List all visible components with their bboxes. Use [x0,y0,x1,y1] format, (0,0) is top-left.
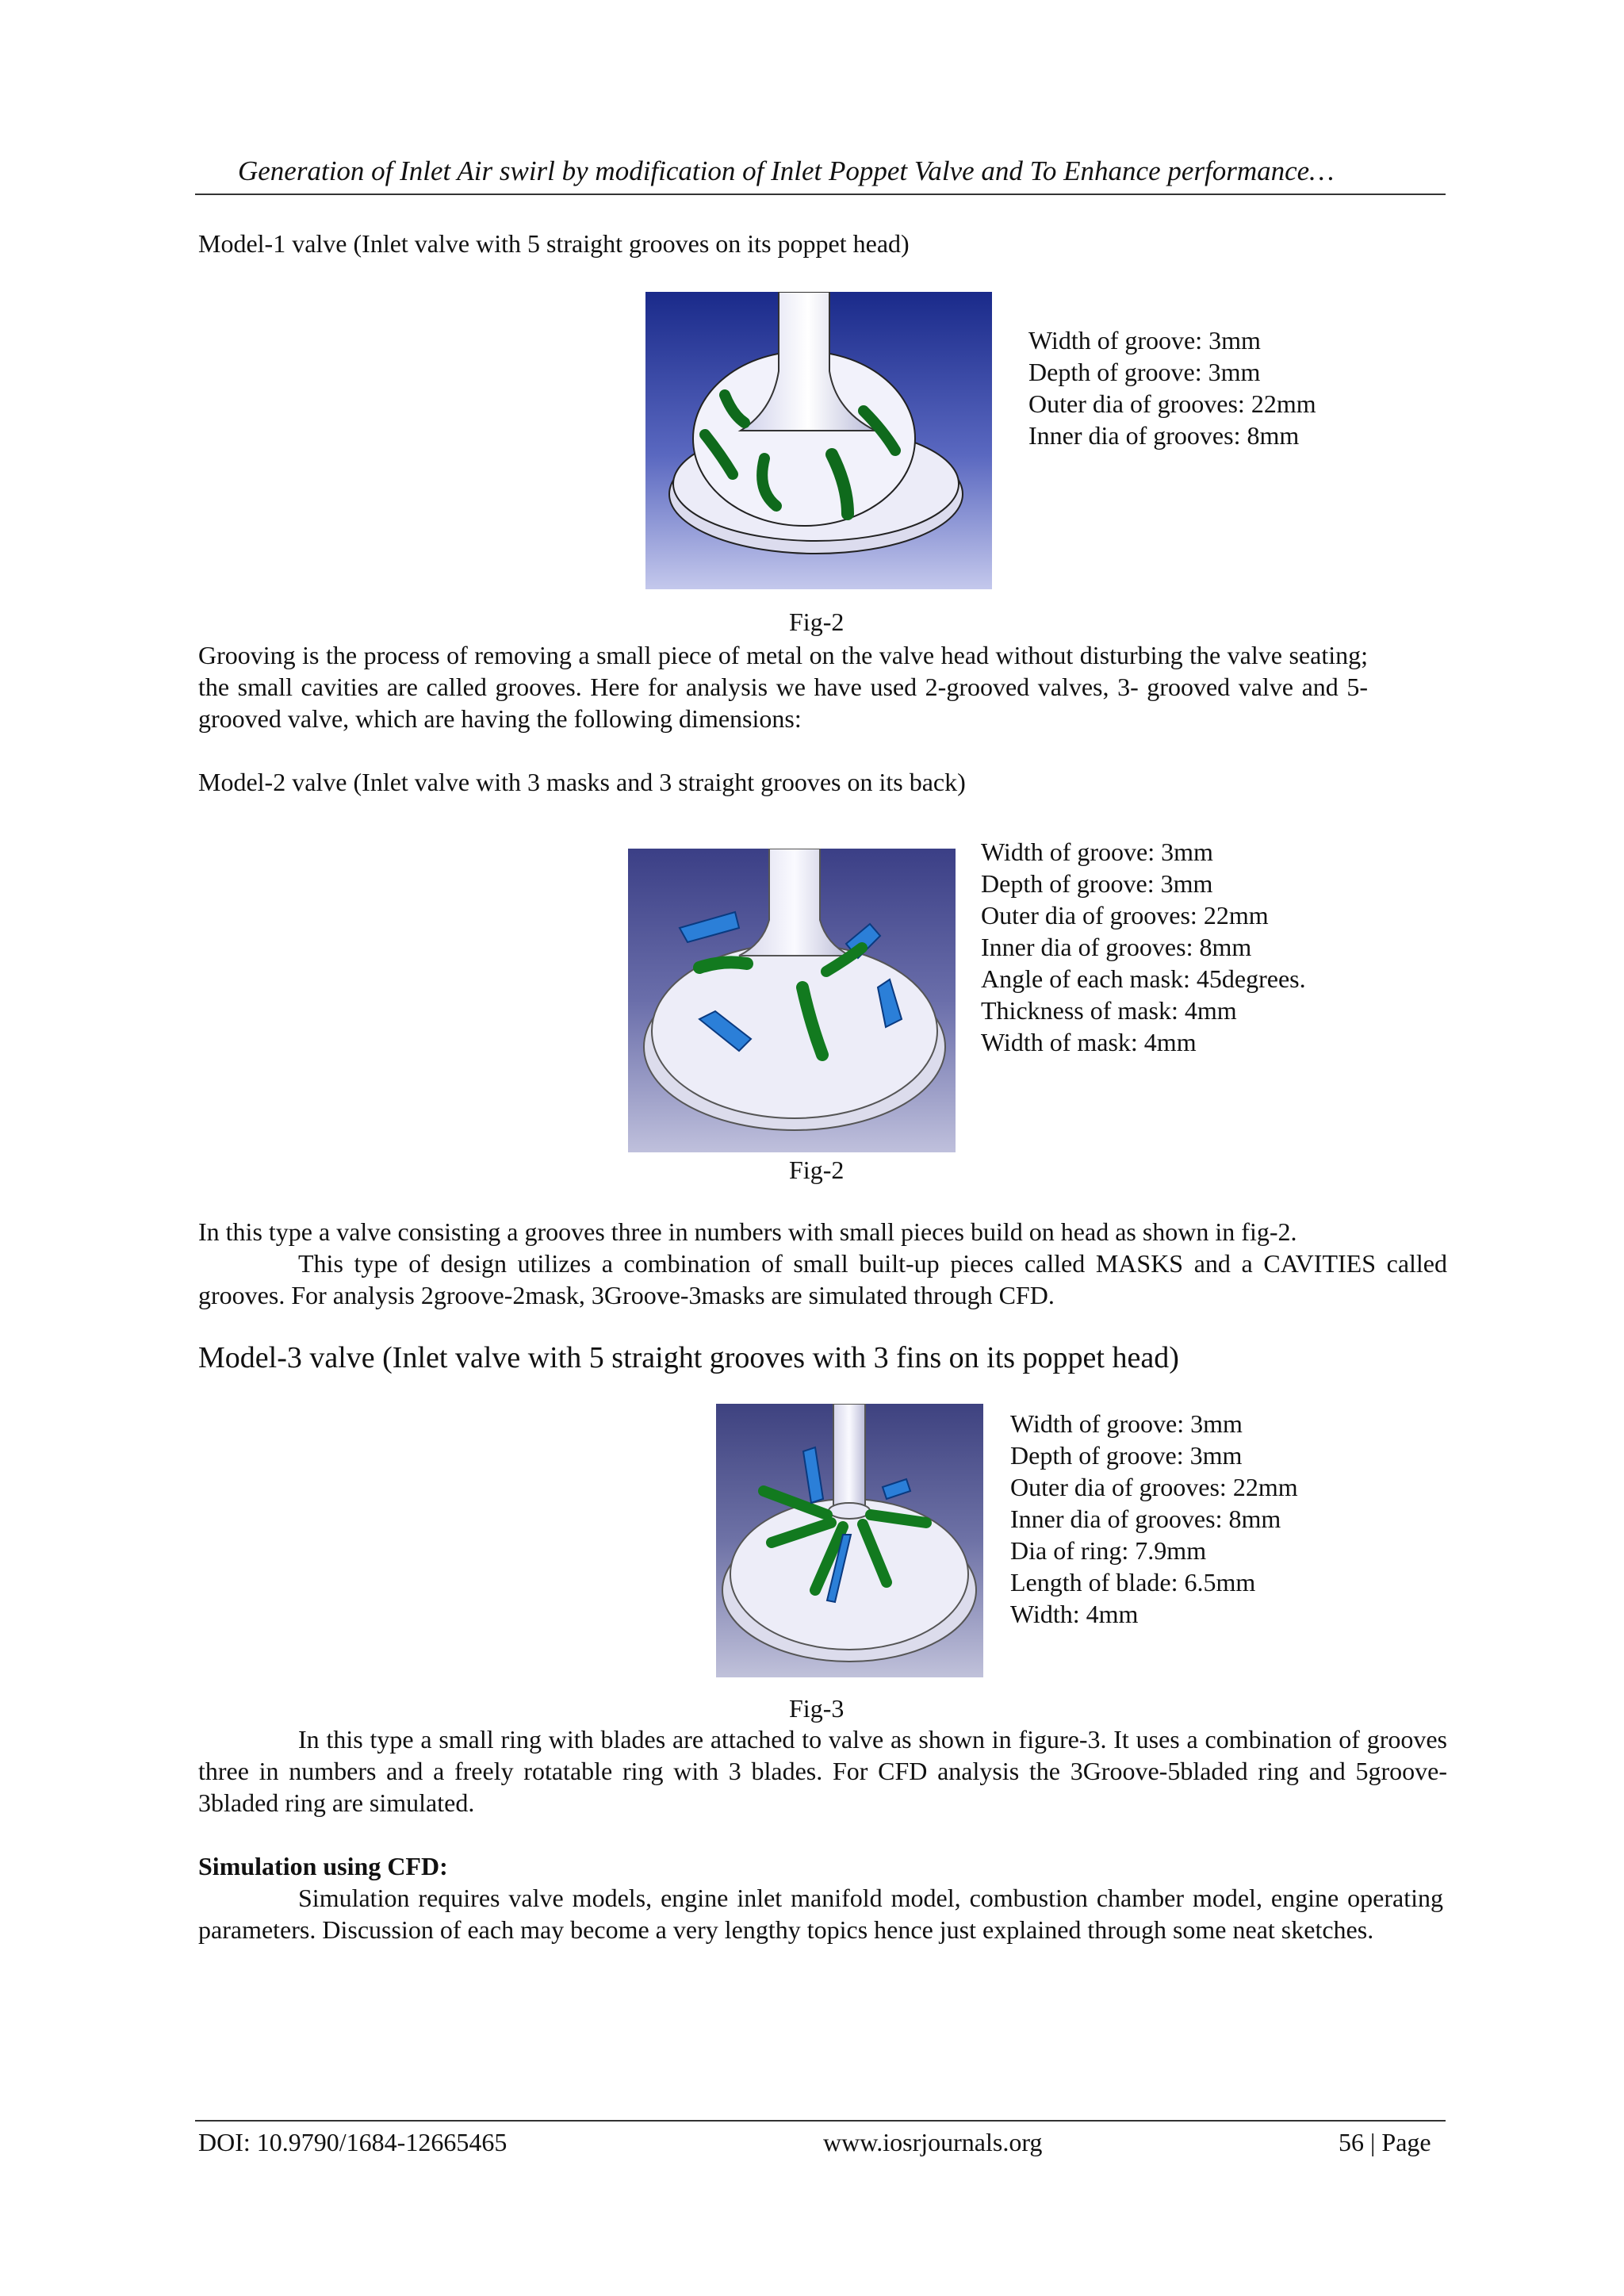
fig3-caption: Fig-3 [789,1694,845,1723]
spec-line: Thickness of mask: 4mm [981,996,1237,1025]
simulation-paragraph: Simulation requires valve models, engine inlet manifold model, combustion chamber model, engine operating parameters. Discussion of each may become a very lengthy topics hence just explained through some neat sketches. [198,1884,1443,1944]
running-title: Generation of Inlet Air swirl by modification of Inlet Poppet Valve and To Enhance performance… [238,155,1335,186]
footer-website: www.iosrjournals.org [823,2128,1043,2156]
grooving-paragraph: Grooving is the process of removing a small piece of metal on the valve head without disturbing the valve seating; the small cavities are called grooves. Here for analysis we have used 2-grooved valves, 3- grooved valve and 5- grooved valve, which are having the following dimensions: [198,641,1368,733]
model3-heading: Model-3 valve (Inlet valve with 5 straight grooves with 3 fins on its poppet head) [198,1341,1179,1374]
spec-line: Inner dia of grooves: 8mm [981,933,1252,961]
spec-line: Width of groove: 3mm [981,838,1213,866]
model2-paragraph-1: In this type a valve consisting a grooves three in numbers with small pieces build on head as shown in fig-2. [198,1217,1297,1246]
spec-line: Outer dia of grooves: 22mm [981,901,1269,930]
footer-page-number: 56 | Page [1339,2128,1431,2156]
footer-doi: DOI: 10.9790/1684-12665465 [198,2128,508,2156]
model1-heading: Model-1 valve (Inlet valve with 5 straight grooves on its poppet head) [198,229,910,258]
spec-line: Outer dia of grooves: 22mm [1028,389,1316,418]
spec-line: Angle of each mask: 45degrees. [981,964,1306,993]
model2-heading: Model-2 valve (Inlet valve with 3 masks and 3 straight grooves on its back) [198,768,966,796]
fig2-caption: Fig-2 [789,608,845,636]
footer-rule [195,2120,1446,2122]
spec-line: Width of groove: 3mm [1028,326,1261,355]
fig2-caption-model2: Fig-2 [789,1156,845,1184]
spec-line: Dia of ring: 7.9mm [1010,1536,1207,1565]
header-rule [195,194,1446,195]
fig3-model3-valve-image [716,1404,983,1677]
fig2-model1-valve-image [645,292,992,589]
spec-line: Depth of groove: 3mm [1028,358,1261,386]
spec-line: Outer dia of grooves: 22mm [1010,1473,1298,1501]
fig2-model2-valve-image [628,849,956,1152]
spec-line: Width: 4mm [1010,1600,1139,1628]
simulation-heading: Simulation using CFD: [198,1852,448,1880]
spec-line: Inner dia of grooves: 8mm [1010,1504,1281,1533]
model3-specs [1010,1408,1298,1630]
model3-paragraph: In this type a small ring with blades are attached to valve as shown in figure-3. It uses a combination of grooves three in numbers and a freely rotatable ring with 3 blades. For CFD analysis the 3Groove-5bladed ring and 5groove-3bladed ring are simulated. [198,1725,1447,1817]
spec-line: Inner dia of grooves: 8mm [1028,421,1300,450]
spec-line: Depth of groove: 3mm [981,869,1213,898]
spec-line: Width of groove: 3mm [1010,1409,1243,1438]
model2-paragraph-2: This type of design utilizes a combination of small built-up pieces called MASKS and a CAVITIES called grooves. For analysis 2groove-2mask, 3Groove-3masks are simulated through CFD. [198,1249,1447,1309]
model2-specs [981,836,1306,1058]
spec-line: Length of blade: 6.5mm [1010,1568,1256,1596]
spec-line: Width of mask: 4mm [981,1028,1197,1056]
spec-line: Depth of groove: 3mm [1010,1441,1243,1470]
model1-specs [1028,324,1316,451]
